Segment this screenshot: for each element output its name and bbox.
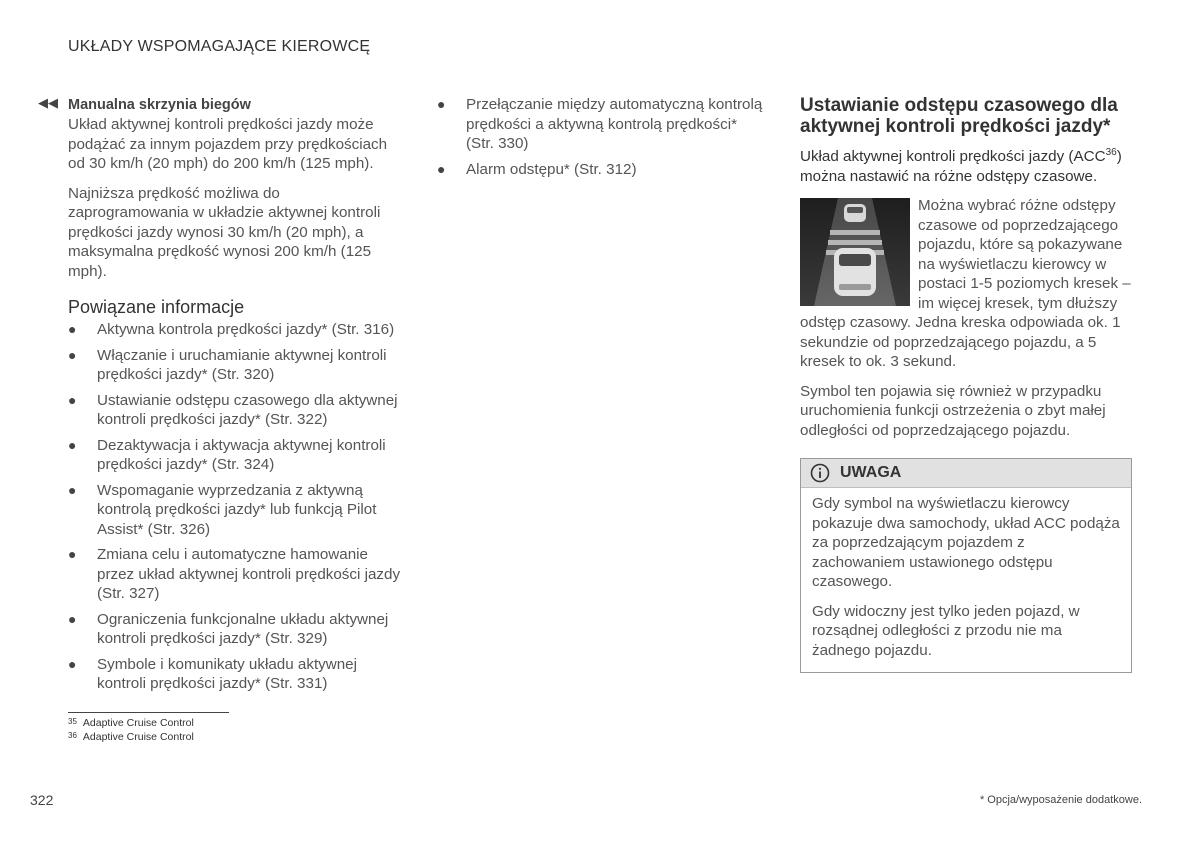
footnote-text: Adaptive Cruise Control xyxy=(82,731,194,743)
paragraph-warning: Symbol ten pojawia się również w przypadku uruchomienia funkcji ostrzeżenia o zbyt małej odległości od poprzedzającego pojazdu. xyxy=(800,382,1106,439)
note-paragraph: Gdy widoczny jest tylko jeden pojazd, w rozsądnej odległości z przodu nie ma żadnego pojazdu. xyxy=(812,602,1080,659)
related-info-list-continued xyxy=(437,95,767,179)
bullet-icon: ● xyxy=(68,346,77,363)
distance-display-illustration xyxy=(800,198,910,306)
optional-equipment-note: * Opcja/wyposażenie dodatkowe. xyxy=(979,794,1142,806)
list-item[interactable] xyxy=(68,655,403,694)
distance-bar xyxy=(828,240,882,245)
distance-bar xyxy=(830,230,880,235)
list-item[interactable] xyxy=(68,545,403,604)
footnote-number: 36 xyxy=(68,731,77,740)
list-item[interactable] xyxy=(437,95,767,154)
list-item[interactable] xyxy=(68,320,403,340)
bullet-icon: ● xyxy=(437,96,446,112)
note-title: UWAGA xyxy=(840,464,902,482)
lead-car-icon xyxy=(844,204,866,222)
note-body xyxy=(801,488,1131,672)
note-paragraph: Gdy symbol na wyświetlaczu kierowcy pokazuje dwa samochody, układ ACC podąża za poprzedzającym pojazdem z zachowaniem ustawionego odstępu czasowego. xyxy=(812,495,1120,591)
list-item-text: Aktywna kontrola prędkości jazdy* (Str. 316) xyxy=(97,321,395,338)
bullet-icon: ● xyxy=(68,655,77,672)
footnote-divider xyxy=(68,712,229,713)
note-box xyxy=(800,458,1132,673)
subheading-manual-gearbox: Manualna skrzynia biegów xyxy=(68,97,251,113)
bullet-icon: ● xyxy=(68,391,77,408)
footnote-ref[interactable]: 36 xyxy=(1105,147,1117,158)
related-info-list xyxy=(68,320,403,694)
list-item[interactable] xyxy=(68,481,403,540)
paragraph-min-max-speed: Najniższa prędkość możliwa do zaprogramowania w układzie aktywnej kontroli prędkości jazdy wynosi 30 km/h (20 mph), a maksymalna prędkość wynosi 200 km/h (125 mph). xyxy=(68,184,381,280)
bullet-icon: ● xyxy=(68,610,77,627)
list-item-text: Symbole i komunikaty układu aktywnej kontroli prędkości jazdy* (Str. 331) xyxy=(97,655,357,692)
bullet-icon: ● xyxy=(68,321,77,337)
list-item-text: Przełączanie między automatyczną kontrolą prędkości a aktywną kontrolą prędkości* (Str. 330) xyxy=(466,96,763,152)
list-item[interactable] xyxy=(437,160,767,180)
paragraph-time-gap: Można wybrać różne odstępy czasowe od poprzedzającego pojazdu, które są pokazywane na wyświetlaczu kierowcy w postaci 1-5 poziomych kresek – im więcej kresek, tym dłuższy odstęp czasowy. Jedna kreska odpowiada ok. 1 sekundzie od poprzedzającego pojazdu, a 5 kresek to ok. 3 sekund. xyxy=(800,197,1131,371)
list-item-text: Wspomaganie wyprzedzania z aktywną kontrolą prędkości jazdy* lub funkcją Pilot Assist* (Str. 326) xyxy=(97,481,377,538)
list-item-text: Włączanie i uruchamianie aktywnej kontroli prędkości jazdy* (Str. 320) xyxy=(97,346,387,383)
continued-arrows-icon: ◀◀ xyxy=(38,95,58,110)
list-item-text: Dezaktywacja i aktywacja aktywnej kontroli prędkości jazdy* (Str. 324) xyxy=(97,436,386,473)
list-item[interactable] xyxy=(68,391,403,430)
list-item-text: Ustawianie odstępu czasowego dla aktywnej kontroli prędkości jazdy* (Str. 322) xyxy=(97,391,398,428)
bullet-icon: ● xyxy=(68,546,77,562)
right-column xyxy=(800,95,1132,673)
lead-text: Układ aktywnej kontroli prędkości jazdy (ACC xyxy=(800,148,1106,166)
own-car-icon xyxy=(834,248,876,296)
note-header xyxy=(801,459,1131,488)
footnote-number: 35 xyxy=(68,717,77,726)
list-item[interactable] xyxy=(68,346,403,385)
footnote-text: Adaptive Cruise Control xyxy=(82,717,194,729)
bullet-icon: ● xyxy=(68,436,77,453)
middle-column xyxy=(437,95,767,185)
lead-paragraph xyxy=(800,143,1132,186)
bullet-icon: ● xyxy=(437,160,446,177)
list-item[interactable] xyxy=(68,436,403,475)
paragraph-speed-range: Układ aktywnej kontroli prędkości jazdy może podążać za innym pojazdem przy prędkościach od 30 km/h (20 mph) do 200 km/h (125 mph). xyxy=(68,116,388,172)
section-heading: Ustawianie odstępu czasowego dla aktywnej kontroli prędkości jazdy* xyxy=(800,95,1118,137)
list-item-text: Ograniczenia funkcjonalne układu aktywnej kontroli prędkości jazdy* (Str. 329) xyxy=(97,610,389,647)
left-column xyxy=(68,95,403,700)
lead-text-end: ) można nastawić na różne odstępy czasowe. xyxy=(800,148,1122,185)
list-item-text: Zmiana celu i automatyczne hamowanie przez układ aktywnej kontroli prędkości jazdy (Str. 327) xyxy=(97,546,401,602)
list-item[interactable] xyxy=(68,610,403,649)
page-header: UKŁADY WSPOMAGAJĄCE KIEROWCĘ xyxy=(68,38,371,55)
footnote xyxy=(68,731,194,743)
footnote xyxy=(68,717,194,729)
page-number: 322 xyxy=(30,792,54,808)
bullet-icon: ● xyxy=(68,481,77,498)
info-icon xyxy=(810,463,830,483)
list-item-text: Alarm odstępu* (Str. 312) xyxy=(466,160,637,178)
related-info-heading: Powiązane informacje xyxy=(68,297,245,317)
